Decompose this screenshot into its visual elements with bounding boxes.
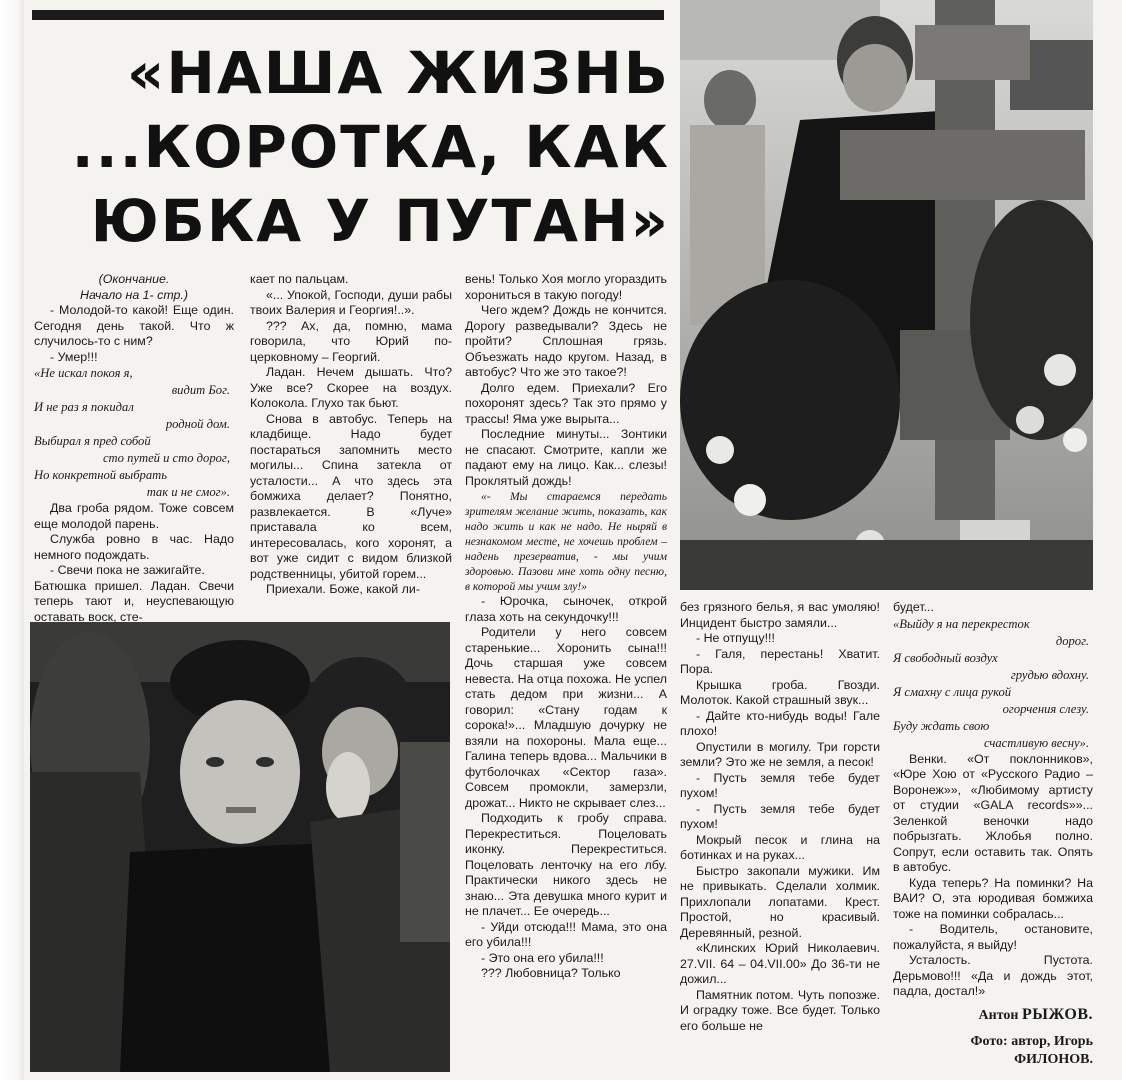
photo-mourners — [30, 622, 450, 1072]
paragraph: Два гроба рядом. Тоже совсем еще молодой парень. — [34, 501, 234, 531]
lyric-line: так и не смог». — [146, 485, 230, 499]
lyric-line: Я свободный воздух — [893, 650, 998, 665]
author-name: Антон — [978, 1007, 1019, 1023]
paragraph: Подходить к гробу справа. Перекреститься. Поцеловать иконку. Перекреститься. Поцеловать ленточку на его лбу. Практически никого здесь не знаю... Эта девушка много курит и не плачет... Ее очередь... — [465, 811, 667, 918]
lyric-line: огорчения слезу. — [1002, 701, 1089, 716]
pull-quote: «- Мы стараемся передать зрителям желание жить, показать, как надо жить и как не надо. Не ныряй в незнакомом месте, не хочешь проблем – надень презерватив, - мы учим здоровью. Пазови мне хоть одну песню, в которой мы учим злу!» — [465, 490, 667, 593]
paragraph: Ладан. Нечем дышать. Что? Уже все? Скорее на воздух. Колокола. Глухо так бьют. — [250, 365, 452, 410]
paragraph: Памятник потом. Чуть попозже. И оградку тоже. Все будет. Только его больше не — [680, 987, 880, 1033]
photo-grave-cross — [680, 0, 1093, 590]
paragraph: «... Упокой, Господи, души рабы твоих Валерия и Георгия!..». — [250, 287, 452, 317]
scan-edge — [0, 0, 24, 1080]
paragraph: Усталость. Пустота. Дерьмово!!! «Да и дождь этот, падла, достал!» — [893, 953, 1093, 998]
paragraph: без грязного белья, я вас умоляю! Инцидент быстро замяли... — [680, 600, 880, 630]
paragraph: - Уйди отсюда!!! Мама, это она его убила!!! — [465, 919, 667, 949]
lyric-line: дорог. — [1055, 633, 1089, 648]
paragraph: Служба ровно в час. Надо немного подождать. — [34, 532, 234, 562]
photo-credit-line-2: ФИЛОНОВ. — [1014, 1051, 1093, 1067]
paragraph: - Молодой-то какой! Еще один. Сегодня день такой. Что ж случилось-то с ним? — [34, 303, 234, 348]
lyric-line: сто путей и сто дорог, — [102, 451, 230, 465]
photo-credit-line-1: Фото: автор, Игорь — [970, 1033, 1093, 1049]
paragraph: - Дайте кто-нибудь воды! Гале плохо! — [680, 708, 880, 738]
paragraph: кает по пальцам. — [250, 272, 349, 286]
paragraph: - Не отпущу!!! — [696, 631, 775, 645]
headline-line-1: «НАША ЖИЗНЬ — [126, 39, 670, 107]
paragraph: Чего ждем? Дождь не кончится. Дорогу разведывали? Здесь не пройти? Сплошная грязь. Объезжать надо кругом. Назад, в автобус? Что же это такое?! — [465, 303, 667, 379]
lyric-line: счастливую весну». — [983, 735, 1089, 750]
song-lyrics — [893, 616, 1093, 752]
paragraph: «Клинских Юрий Николаевич. 27.VII. 64 – 04.VII.00» До 36-ти не дожил... — [680, 941, 880, 986]
paragraph: - Умер!!! — [50, 349, 98, 364]
article-column-1 — [34, 272, 234, 625]
paragraph: Венки. «От поклонников», «Юре Хою от «Русского Радио – Воронеж»», «Любимому артисту от студии «GALA records»»... Зеленкой веночки надо побрызгать. Жлобья полно. Сопрут, если оставить так. Опять в автобус. — [893, 751, 1093, 874]
paragraph: - Водитель, остановите, пожалуйста, я выйду! — [893, 922, 1093, 952]
lyric-line: «Выйду я на перекресток — [893, 616, 1030, 631]
article-column-4 — [680, 600, 880, 1034]
paragraph: - Свечи пока не зажигайте. — [50, 563, 205, 577]
paragraph: Опустили в могилу. Три горсти земли? Это же не земля, а песок! — [680, 739, 880, 769]
paragraph: будет... — [893, 600, 934, 614]
paragraph: Батюшка пришел. Ладан. Свечи теперь тают и, неуспевающую оставать воск, сте- — [34, 578, 234, 624]
paragraph: Родители у него совсем старенькие... Хоронить сына!!! Дочь старшая уже совсем невеста. На отца похожа. Не успел стать дедом при жизни... А говорил: «Стану годам к сорока!»... Младшую дочурку не взяли на похороны. Мала еще... Галина теперь вдова... Мальчики в футболочках «Сектор газа». Совсем промокли, замерзли, дрожат... Никто не скрывает слез... — [465, 625, 667, 810]
paragraph: - Юрочка, сыночек, открой глаза хоть на секундочку!!! — [465, 594, 667, 624]
paragraph: Приехали. Боже, какой ли- — [266, 582, 420, 596]
lyric-line: Я смахну с лица рукой — [893, 684, 1012, 699]
lyric-line: И не раз я покидал — [34, 400, 134, 414]
headline-line-3: ЮБКА У ПУТАН» — [90, 187, 670, 255]
lyric-line: Но конкретной выбрать — [34, 468, 167, 482]
paragraph: Последние минуты... Зонтики не спасают. Смотрите, капли же падают ему на лицо. Как... слезы! Проклятый дождь! — [465, 427, 667, 488]
paragraph: - Галя, перестань! Хватит. Пора. — [680, 646, 880, 676]
header-rule — [32, 10, 664, 20]
paragraph: Долго едем. Приехали? Его похоронят здесь? Так это прямо у трассы! Яма уже вырыта... — [465, 380, 667, 426]
paragraph: вень! Только Хоя могло угораздить хорониться в такую погоду! — [465, 272, 667, 302]
headline — [30, 36, 670, 258]
continuation-note-1: (Окончание. — [98, 272, 170, 286]
author-byline — [893, 1006, 1093, 1025]
headline-line-2: ...КОРОТКА, КАК — [71, 113, 670, 181]
continuation-note-2: Начало на 1- стр.) — [80, 287, 188, 302]
paragraph: Быстро закопали мужики. Им не привыкать. Сделали холмик. Прихлопали лопатами. Крест. Простой, но красивый. Деревянный, резной. — [680, 863, 880, 940]
paragraph: Мокрый песок и глина на ботинках и на руках... — [680, 832, 880, 862]
paragraph: Крышка гроба. Гвозди. Молоток. Какой страшный звук... — [680, 677, 880, 707]
paragraph: ??? Ах, да, помню, мама говорила, что Юрий по-церковному – Георгий. — [250, 318, 452, 364]
paragraph: - Это она его убила!!! — [481, 950, 604, 965]
lyric-line: видит Бог. — [171, 383, 230, 397]
paragraph: Куда теперь? На поминки? На ВАИ? О, эта юродивая бомжиха тоже на поминки собралась... — [893, 875, 1093, 921]
lyric-line: Выбирал я пред собой — [34, 434, 151, 448]
author-surname: РЫЖОВ. — [1021, 1005, 1093, 1023]
article-column-3 — [465, 272, 667, 982]
article-column-2 — [250, 272, 452, 598]
paragraph: Снова в автобус. Теперь на кладбище. Надо будет постараться запомнить место могилы... Спина затекла от усталости... А что здесь эта бомжиха делает? Понятно, развлекается. В «Луче» приставала ко всем, интересовалась, кого хоронят, а вот уже сидит с видом близкой родственницы, убитой горем... — [250, 411, 452, 581]
song-lyrics — [34, 365, 234, 501]
paragraph: - Пусть земля тебе будет пухом! — [680, 770, 880, 800]
lyric-line: родной дом. — [165, 417, 230, 431]
lyric-line: «Не искал покоя я, — [34, 366, 133, 380]
lyric-line: Буду ждать свою — [893, 718, 990, 733]
paragraph: - Пусть земля тебе будет пухом! — [680, 801, 880, 831]
lyric-line: грудью вдохну. — [1010, 667, 1089, 682]
article-column-5 — [893, 600, 1093, 1069]
paragraph: ??? Любовница? Только — [481, 966, 621, 980]
